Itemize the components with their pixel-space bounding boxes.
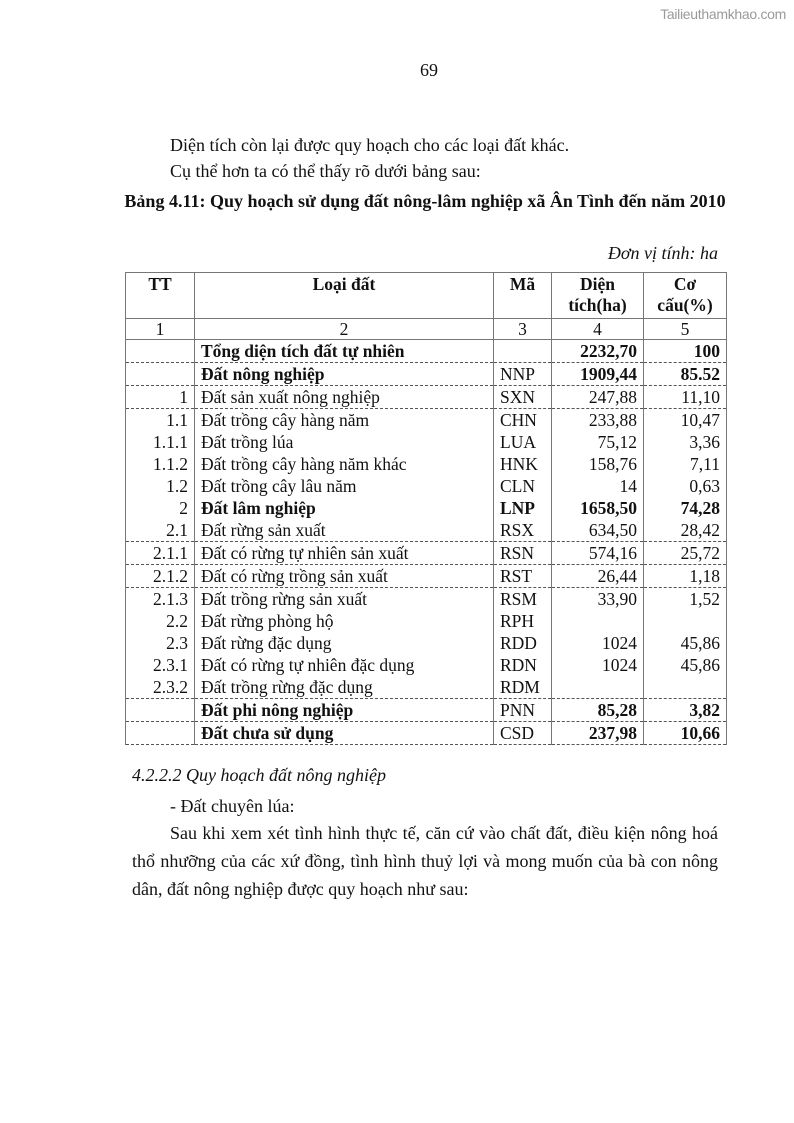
row-land-type: Đất trồng lúa <box>195 431 494 453</box>
intro-paragraph-2: Cụ thể hơn ta có thể thấy rõ dưới bảng sau: <box>170 161 481 181</box>
row-share: 100 <box>644 340 727 363</box>
row-tt <box>126 722 195 745</box>
row-share: 10,66 <box>644 722 727 745</box>
row-land-type: Đất trồng cây hàng năm <box>195 409 494 432</box>
table-row <box>126 588 727 611</box>
table-row <box>126 340 727 363</box>
row-land-type: Đất có rừng tự nhiên đặc dụng <box>195 654 494 676</box>
row-code: SXN <box>494 386 552 409</box>
column-number: 5 <box>644 319 727 340</box>
row-code: CSD <box>494 722 552 745</box>
row-tt: 2.3 <box>126 632 195 654</box>
table-row <box>126 519 727 542</box>
row-land-type: Đất rừng sản xuất <box>195 519 494 542</box>
row-land-type: Đất trồng rừng đặc dụng <box>195 676 494 699</box>
row-land-type: Đất phi nông nghiệp <box>195 699 494 722</box>
row-tt: 2.1.3 <box>126 588 195 611</box>
row-land-type: Đất rừng đặc dụng <box>195 632 494 654</box>
row-land-type: Đất trồng cây hàng năm khác <box>195 453 494 475</box>
row-share: 25,72 <box>644 542 727 565</box>
table-row <box>126 542 727 565</box>
row-land-type: Đất trồng rừng sản xuất <box>195 588 494 611</box>
header-land-type: Loại đất <box>195 273 494 319</box>
row-area: 2232,70 <box>552 340 644 363</box>
section-title: 4.2.2.2 Quy hoạch đất nông nghiệp <box>132 765 386 785</box>
row-share: 85.52 <box>644 363 727 386</box>
table-caption: Bảng 4.11: Quy hoạch sử dụng đất nông-lâm nghiệp xã Ân Tình đến năm 2010 <box>124 191 726 211</box>
header-area: Diện tích(ha) <box>552 273 644 319</box>
row-land-type: Đất có rừng tự nhiên sản xuất <box>195 542 494 565</box>
row-land-type: Đất có rừng trồng sản xuất <box>195 565 494 588</box>
row-area: 85,28 <box>552 699 644 722</box>
row-area: 1024 <box>552 654 644 676</box>
table-row <box>126 632 727 654</box>
row-area: 247,88 <box>552 386 644 409</box>
table-row <box>126 453 727 475</box>
row-code: HNK <box>494 453 552 475</box>
row-area: 1658,50 <box>552 497 644 519</box>
row-share: 10,47 <box>644 409 727 432</box>
row-code: CLN <box>494 475 552 497</box>
table-row <box>126 409 727 432</box>
row-code: RSM <box>494 588 552 611</box>
table-row <box>126 610 727 632</box>
row-tt: 2.1.2 <box>126 565 195 588</box>
row-tt <box>126 699 195 722</box>
row-code: PNN <box>494 699 552 722</box>
unit-label: Đơn vị tính: ha <box>607 243 718 263</box>
row-tt: 1.1 <box>126 409 195 432</box>
row-code: RDN <box>494 654 552 676</box>
row-area: 14 <box>552 475 644 497</box>
row-area: 75,12 <box>552 431 644 453</box>
row-share: 3,82 <box>644 699 727 722</box>
row-tt <box>126 363 195 386</box>
row-code: RSX <box>494 519 552 542</box>
row-land-type: Đất chưa sử dụng <box>195 722 494 745</box>
row-code <box>494 340 552 363</box>
row-area <box>552 610 644 632</box>
row-share: 0,63 <box>644 475 727 497</box>
table-header-row <box>126 273 727 319</box>
row-code: RPH <box>494 610 552 632</box>
row-share: 28,42 <box>644 519 727 542</box>
row-tt: 2.2 <box>126 610 195 632</box>
row-share <box>644 676 727 699</box>
row-area: 33,90 <box>552 588 644 611</box>
row-tt: 2 <box>126 497 195 519</box>
bullet-item: - Đất chuyên lúa: <box>170 796 295 816</box>
row-area: 233,88 <box>552 409 644 432</box>
column-number: 3 <box>494 319 552 340</box>
page-number: 69 <box>420 60 438 80</box>
column-number: 4 <box>552 319 644 340</box>
row-tt: 1.1.1 <box>126 431 195 453</box>
table-row <box>126 565 727 588</box>
column-number: 1 <box>126 319 195 340</box>
row-tt: 1 <box>126 386 195 409</box>
row-share: 74,28 <box>644 497 727 519</box>
row-tt: 2.1.1 <box>126 542 195 565</box>
row-share: 1,18 <box>644 565 727 588</box>
row-tt: 1.1.2 <box>126 453 195 475</box>
row-land-type: Tổng diện tích đất tự nhiên <box>195 340 494 363</box>
row-area: 26,44 <box>552 565 644 588</box>
row-tt: 2.3.2 <box>126 676 195 699</box>
row-share: 3,36 <box>644 431 727 453</box>
row-share: 1,52 <box>644 588 727 611</box>
row-tt: 2.3.1 <box>126 654 195 676</box>
row-code: RST <box>494 565 552 588</box>
table-row <box>126 363 727 386</box>
row-land-type: Đất nông nghiệp <box>195 363 494 386</box>
row-area: 634,50 <box>552 519 644 542</box>
row-code: CHN <box>494 409 552 432</box>
row-share: 45,86 <box>644 654 727 676</box>
table-row <box>126 676 727 699</box>
row-code: LNP <box>494 497 552 519</box>
row-share: 11,10 <box>644 386 727 409</box>
column-number-row <box>126 319 727 340</box>
row-area: 1909,44 <box>552 363 644 386</box>
body-paragraph: Sau khi xem xét tình hình thực tế, căn cứ vào chất đất, điều kiện nông hoá thổ nhưỡng của các xứ đồng, tình hình thuỷ lợi và mong muốn của bà con nông dân, đất nông nghiệp được quy hoạch như sau: <box>132 823 718 899</box>
row-land-type: Đất lâm nghiệp <box>195 497 494 519</box>
row-code: RSN <box>494 542 552 565</box>
row-share: 45,86 <box>644 632 727 654</box>
table-row <box>126 699 727 722</box>
row-area: 574,16 <box>552 542 644 565</box>
row-land-type: Đất rừng phòng hộ <box>195 610 494 632</box>
row-area: 1024 <box>552 632 644 654</box>
row-tt: 2.1 <box>126 519 195 542</box>
header-share: Cơ cấu(%) <box>644 273 727 319</box>
row-area: 158,76 <box>552 453 644 475</box>
row-code: RDD <box>494 632 552 654</box>
intro-paragraph-1: Diện tích còn lại được quy hoạch cho các loại đất khác. <box>170 135 570 155</box>
row-code: NNP <box>494 363 552 386</box>
row-share <box>644 610 727 632</box>
table-row <box>126 497 727 519</box>
column-number: 2 <box>195 319 494 340</box>
row-land-type: Đất trồng cây lâu năm <box>195 475 494 497</box>
watermark: Tailieuthamkhao.com <box>660 6 786 22</box>
row-code: RDM <box>494 676 552 699</box>
row-tt: 1.2 <box>126 475 195 497</box>
row-area: 237,98 <box>552 722 644 745</box>
header-code: Mã <box>494 273 552 319</box>
row-code: LUA <box>494 431 552 453</box>
land-use-table <box>125 272 727 745</box>
row-area <box>552 676 644 699</box>
row-tt <box>126 340 195 363</box>
header-tt: TT <box>126 273 195 319</box>
table-row <box>126 431 727 453</box>
table-row <box>126 475 727 497</box>
table-row <box>126 386 727 409</box>
table-row <box>126 722 727 745</box>
row-land-type: Đất sản xuất nông nghiệp <box>195 386 494 409</box>
table-row <box>126 654 727 676</box>
row-share: 7,11 <box>644 453 727 475</box>
